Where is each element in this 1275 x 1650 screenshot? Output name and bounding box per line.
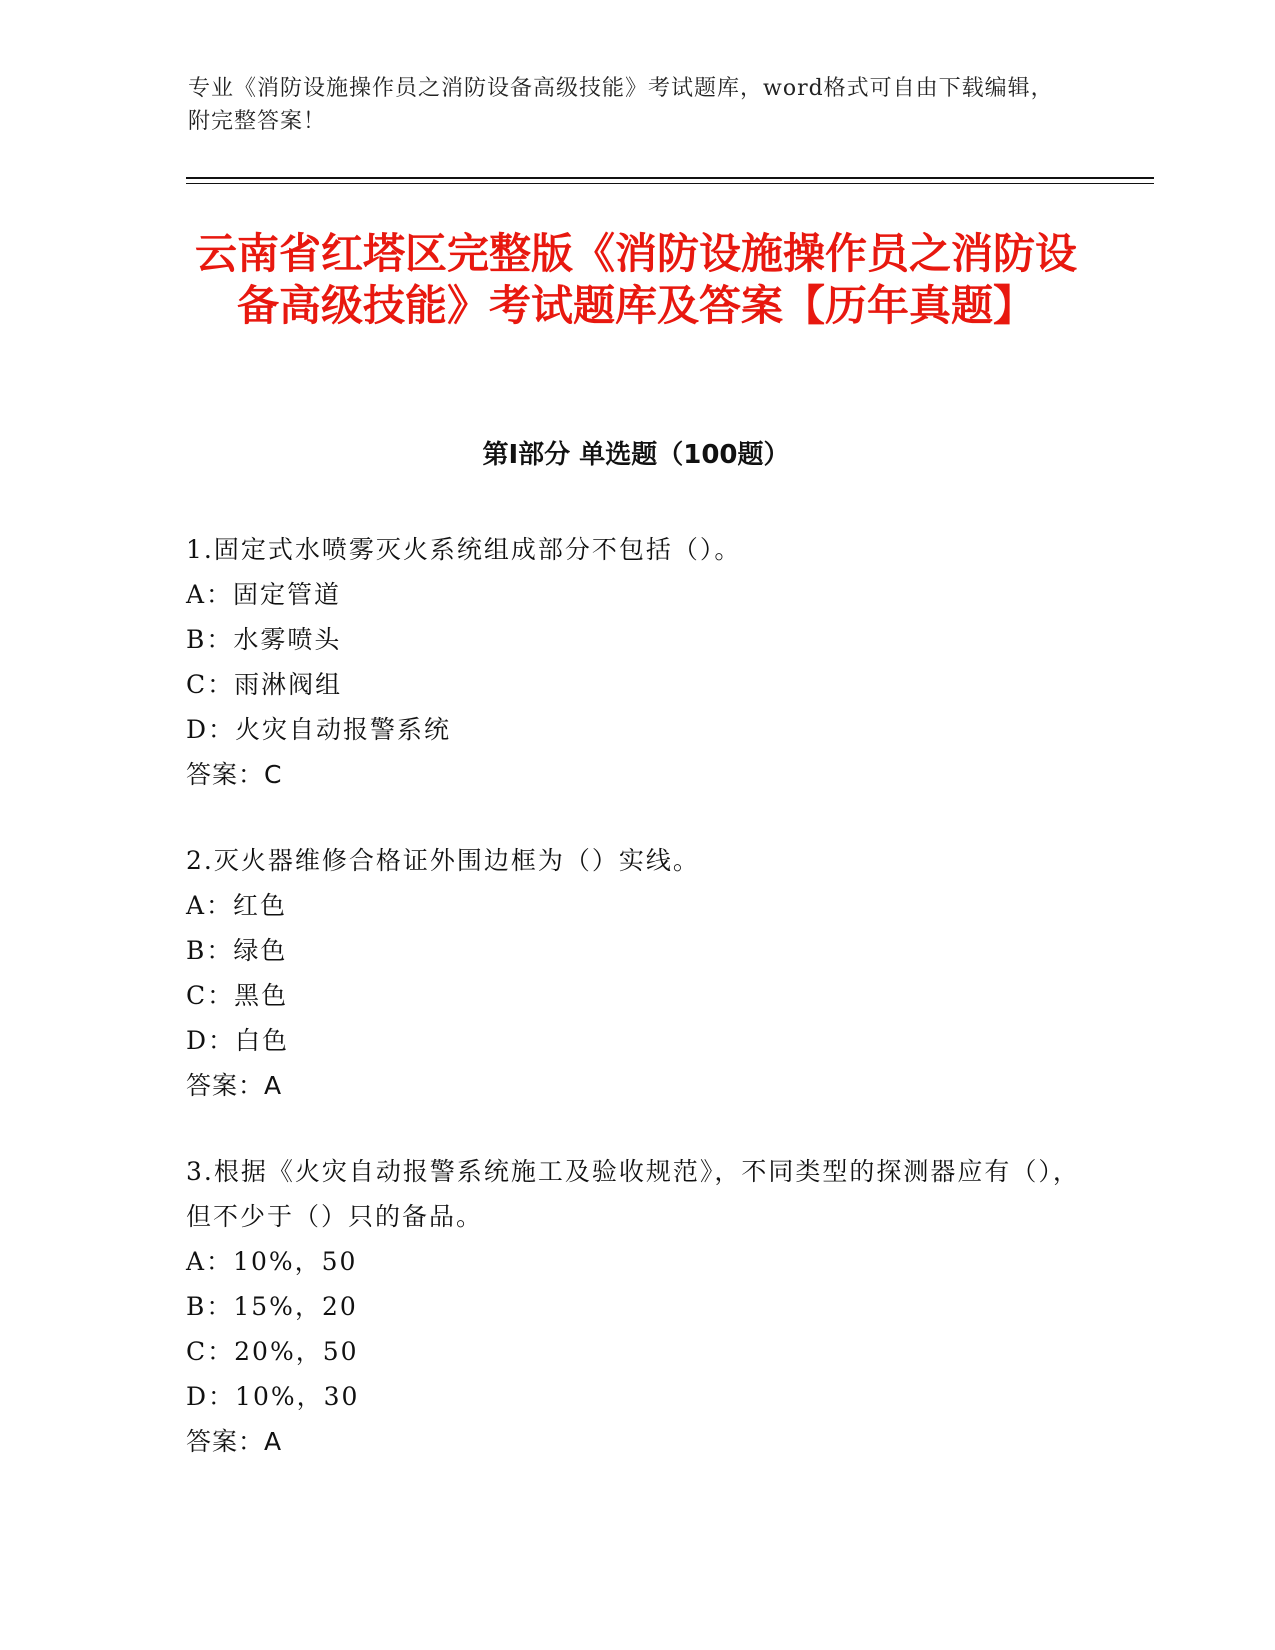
option-d: D：火灾自动报警系统 [186, 715, 452, 744]
question-stem: 2.灭火器维修合格证外围边框为（）实线。 [186, 846, 700, 875]
header-rule-thin [186, 183, 1154, 184]
section-heading: 第Ⅰ部分 单选题（100题） [482, 440, 790, 470]
answer-label: 答案：A [186, 1427, 283, 1456]
option-b: B：绿色 [186, 936, 288, 965]
question-1 [186, 527, 1086, 797]
question-3 [186, 1149, 1086, 1464]
question-stem: 3.根据《火灾自动报警系统施工及验收规范》，不同类型的探测器应有（），但不少于（）只的备品。 [186, 1157, 1080, 1231]
header-rule-thick [186, 177, 1154, 179]
header-note: 专业《消防设施操作员之消防设备高级技能》考试题库，word格式可自由下载编辑，附完整答案！ [188, 76, 1054, 134]
question-stem: 1.固定式水喷雾灭火系统组成部分不包括（）。 [186, 535, 742, 564]
option-a: A：固定管道 [186, 580, 342, 609]
question-2 [186, 838, 1086, 1108]
document-title: 云南省红塔区完整版《消防设施操作员之消防设备高级技能》考试题库及答案【历年真题】 [194, 229, 1077, 330]
option-d: D：白色 [186, 1026, 290, 1055]
option-c: C：20%，50 [186, 1337, 359, 1366]
question-list [186, 527, 1086, 1505]
option-b: B：15%，20 [186, 1292, 358, 1321]
answer-label: 答案：A [186, 1071, 283, 1100]
option-d: D：10%，30 [186, 1382, 360, 1411]
option-a: A：红色 [186, 891, 288, 920]
option-c: C：黑色 [186, 981, 289, 1010]
option-a: A：10%，50 [186, 1247, 358, 1276]
option-c: C：雨淋阀组 [186, 670, 343, 699]
answer-label: 答案：C [186, 760, 283, 789]
option-b: B：水雾喷头 [186, 625, 342, 654]
